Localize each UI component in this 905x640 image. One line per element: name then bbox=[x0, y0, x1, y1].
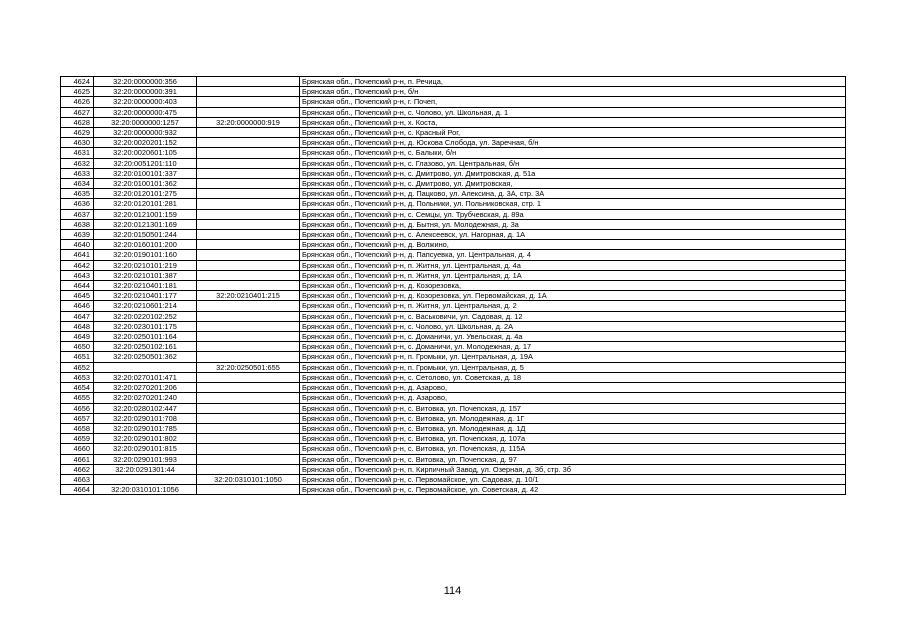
table-row bbox=[61, 332, 846, 342]
address-cell: Брянская обл., Почепский р-н, п. Житня, ул. Центральная, д. 1А bbox=[300, 270, 846, 280]
cadastral-number-cell: 32:20:0051201:110 bbox=[94, 158, 197, 168]
table-row bbox=[61, 474, 846, 484]
row-number-cell: 4629 bbox=[61, 128, 94, 138]
table-row bbox=[61, 454, 846, 464]
row-number-cell: 4653 bbox=[61, 372, 94, 382]
address-cell: Брянская обл., Почепский р-н, б/н bbox=[300, 87, 846, 97]
cadastral-number-cell: 32:20:0291301:44 bbox=[94, 464, 197, 474]
row-number-cell: 4661 bbox=[61, 454, 94, 464]
table-row bbox=[61, 219, 846, 229]
register-table-body bbox=[61, 77, 846, 495]
address-cell: Брянская обл., Почепский р-н, д. Папсуевка, ул. Центральная, д. 4 bbox=[300, 250, 846, 260]
table-row bbox=[61, 291, 846, 301]
cadastral-number-cell: 32:20:0310101:1056 bbox=[94, 485, 197, 495]
address-cell: Брянская обл., Почепский р-н, с. Алексеевск, ул. Нагорная, д. 1А bbox=[300, 230, 846, 240]
table-row bbox=[61, 281, 846, 291]
row-number-cell: 4635 bbox=[61, 189, 94, 199]
table-row bbox=[61, 352, 846, 362]
table-row bbox=[61, 87, 846, 97]
previous-cadastral-number-cell bbox=[197, 240, 300, 250]
address-cell: Брянская обл., Почепский р-н, п. Громыки, ул. Центральная, д. 5 bbox=[300, 362, 846, 372]
table-row bbox=[61, 383, 846, 393]
cadastral-number-cell: 32:20:0000000:403 bbox=[94, 97, 197, 107]
table-row bbox=[61, 199, 846, 209]
cadastral-number-cell bbox=[94, 362, 197, 372]
address-cell: Брянская обл., Почепский р-н, с. Доманичи, ул. Молодежная, д. 17 bbox=[300, 342, 846, 352]
row-number-cell: 4660 bbox=[61, 444, 94, 454]
cadastral-number-cell: 32:20:0290101:993 bbox=[94, 454, 197, 464]
table-row bbox=[61, 189, 846, 199]
table-row bbox=[61, 464, 846, 474]
table-row bbox=[61, 362, 846, 372]
table-row bbox=[61, 240, 846, 250]
table-row bbox=[61, 444, 846, 454]
previous-cadastral-number-cell bbox=[197, 168, 300, 178]
row-number-cell: 4659 bbox=[61, 434, 94, 444]
row-number-cell: 4636 bbox=[61, 199, 94, 209]
cadastral-number-cell: 32:20:0121001:159 bbox=[94, 209, 197, 219]
cadastral-number-cell: 32:20:0270101:471 bbox=[94, 372, 197, 382]
row-number-cell: 4646 bbox=[61, 301, 94, 311]
page-number: 114 bbox=[443, 585, 462, 597]
row-number-cell: 4664 bbox=[61, 485, 94, 495]
table-row bbox=[61, 179, 846, 189]
previous-cadastral-number-cell bbox=[197, 209, 300, 219]
table-row bbox=[61, 138, 846, 148]
row-number-cell: 4654 bbox=[61, 383, 94, 393]
address-cell: Брянская обл., Почепский р-н, с. Дмитрово, ул. Дмитровская, bbox=[300, 179, 846, 189]
previous-cadastral-number-cell bbox=[197, 138, 300, 148]
previous-cadastral-number-cell bbox=[197, 311, 300, 321]
previous-cadastral-number-cell bbox=[197, 199, 300, 209]
table-row bbox=[61, 434, 846, 444]
previous-cadastral-number-cell bbox=[197, 250, 300, 260]
address-cell: Брянская обл., Почепский р-н, с. Витовка, ул. Почепская, д. 157 bbox=[300, 403, 846, 413]
address-cell: Брянская обл., Почепский р-н, с. Семцы, ул. Трубчевская, д. 89а bbox=[300, 209, 846, 219]
previous-cadastral-number-cell: 32:20:0000000:919 bbox=[197, 117, 300, 127]
cadastral-number-cell: 32:20:0190101:160 bbox=[94, 250, 197, 260]
cadastral-number-cell: 32:20:0280102:447 bbox=[94, 403, 197, 413]
address-cell: Брянская обл., Почепский р-н, д. Козорезовка, ул. Первомайская, д. 1А bbox=[300, 291, 846, 301]
previous-cadastral-number-cell bbox=[197, 403, 300, 413]
previous-cadastral-number-cell bbox=[197, 128, 300, 138]
address-cell: Брянская обл., Почепский р-н, с. Витовка, ул. Почепская, д. 97 bbox=[300, 454, 846, 464]
row-number-cell: 4656 bbox=[61, 403, 94, 413]
previous-cadastral-number-cell: 32:20:0210401:215 bbox=[197, 291, 300, 301]
row-number-cell: 4662 bbox=[61, 464, 94, 474]
cadastral-number-cell: 32:20:0210601:214 bbox=[94, 301, 197, 311]
previous-cadastral-number-cell bbox=[197, 148, 300, 158]
cadastral-number-cell: 32:20:0210101:219 bbox=[94, 260, 197, 270]
previous-cadastral-number-cell bbox=[197, 230, 300, 240]
address-cell: Брянская обл., Почепский р-н, д. Азарово, bbox=[300, 393, 846, 403]
address-cell: Брянская обл., Почепский р-н, д. Польники, ул. Польниковская, стр. 1 bbox=[300, 199, 846, 209]
row-number-cell: 4630 bbox=[61, 138, 94, 148]
cadastral-number-cell: 32:20:0290101:815 bbox=[94, 444, 197, 454]
row-number-cell: 4627 bbox=[61, 107, 94, 117]
cadastral-number-cell: 32:20:0000000:356 bbox=[94, 77, 197, 87]
table-row bbox=[61, 301, 846, 311]
previous-cadastral-number-cell bbox=[197, 393, 300, 403]
table-row bbox=[61, 117, 846, 127]
cadastral-number-cell: 32:20:0160101:200 bbox=[94, 240, 197, 250]
previous-cadastral-number-cell bbox=[197, 321, 300, 331]
address-cell: Брянская обл., Почепский р-н, с. Балыки, б/н bbox=[300, 148, 846, 158]
previous-cadastral-number-cell bbox=[197, 281, 300, 291]
previous-cadastral-number-cell bbox=[197, 97, 300, 107]
cadastral-number-cell: 32:20:0020201:152 bbox=[94, 138, 197, 148]
address-cell: Брянская обл., Почепский р-н, д. Бытня, ул. Молодежная, д. 3а bbox=[300, 219, 846, 229]
row-number-cell: 4637 bbox=[61, 209, 94, 219]
cadastral-number-cell: 32:20:0220102:252 bbox=[94, 311, 197, 321]
table-row bbox=[61, 393, 846, 403]
row-number-cell: 4647 bbox=[61, 311, 94, 321]
address-cell: Брянская обл., Почепский р-н, с. Дмитрово, ул. Дмитровская, д. 51а bbox=[300, 168, 846, 178]
cadastral-number-cell: 32:20:0250501:362 bbox=[94, 352, 197, 362]
address-cell: Брянская обл., Почепский р-н, д. Юскова Слобода, ул. Заречная, б/н bbox=[300, 138, 846, 148]
address-cell: Брянская обл., Почепский р-н, д. Азарово, bbox=[300, 383, 846, 393]
address-cell: Брянская обл., Почепский р-н, п. Житня, ул. Центральная, д. 2 bbox=[300, 301, 846, 311]
address-cell: Брянская обл., Почепский р-н, д. Пацково, ул. Алексина, д. 3А, стр. 3А bbox=[300, 189, 846, 199]
row-number-cell: 4652 bbox=[61, 362, 94, 372]
previous-cadastral-number-cell bbox=[197, 158, 300, 168]
address-cell: Брянская обл., Почепский р-н, с. Чолово, ул. Школьная, д. 1 bbox=[300, 107, 846, 117]
row-number-cell: 4658 bbox=[61, 423, 94, 433]
cadastral-number-cell: 32:20:0290101:802 bbox=[94, 434, 197, 444]
row-number-cell: 4625 bbox=[61, 87, 94, 97]
cadastral-number-cell: 32:20:0270201:206 bbox=[94, 383, 197, 393]
previous-cadastral-number-cell bbox=[197, 179, 300, 189]
cadastral-number-cell: 32:20:0100101:362 bbox=[94, 179, 197, 189]
row-number-cell: 4648 bbox=[61, 321, 94, 331]
row-number-cell: 4663 bbox=[61, 474, 94, 484]
previous-cadastral-number-cell bbox=[197, 383, 300, 393]
row-number-cell: 4639 bbox=[61, 230, 94, 240]
register-table bbox=[60, 76, 846, 495]
table-row bbox=[61, 250, 846, 260]
address-cell: Брянская обл., Почепский р-н, с. Витовка, ул. Почепская, д. 107а bbox=[300, 434, 846, 444]
address-cell: Брянская обл., Почепский р-н, п. Житня, ул. Центральная, д. 4а bbox=[300, 260, 846, 270]
cadastral-number-cell: 32:20:0290101:785 bbox=[94, 423, 197, 433]
cadastral-number-cell: 32:20:0100101:337 bbox=[94, 168, 197, 178]
row-number-cell: 4624 bbox=[61, 77, 94, 87]
row-number-cell: 4631 bbox=[61, 148, 94, 158]
previous-cadastral-number-cell bbox=[197, 301, 300, 311]
previous-cadastral-number-cell bbox=[197, 342, 300, 352]
table-row bbox=[61, 230, 846, 240]
cadastral-number-cell: 32:20:0210401:177 bbox=[94, 291, 197, 301]
previous-cadastral-number-cell bbox=[197, 485, 300, 495]
row-number-cell: 4628 bbox=[61, 117, 94, 127]
previous-cadastral-number-cell: 32:20:0310101:1050 bbox=[197, 474, 300, 484]
previous-cadastral-number-cell bbox=[197, 260, 300, 270]
table-row bbox=[61, 107, 846, 117]
previous-cadastral-number-cell bbox=[197, 372, 300, 382]
row-number-cell: 4650 bbox=[61, 342, 94, 352]
previous-cadastral-number-cell bbox=[197, 107, 300, 117]
previous-cadastral-number-cell bbox=[197, 352, 300, 362]
cadastral-number-cell: 32:20:0000000:475 bbox=[94, 107, 197, 117]
previous-cadastral-number-cell bbox=[197, 464, 300, 474]
previous-cadastral-number-cell bbox=[197, 413, 300, 423]
previous-cadastral-number-cell: 32:20:0250501:655 bbox=[197, 362, 300, 372]
table-row bbox=[61, 168, 846, 178]
address-cell: Брянская обл., Почепский р-н, п. Речица, bbox=[300, 77, 846, 87]
table-row bbox=[61, 372, 846, 382]
previous-cadastral-number-cell bbox=[197, 270, 300, 280]
row-number-cell: 4644 bbox=[61, 281, 94, 291]
table-row bbox=[61, 97, 846, 107]
address-cell: Брянская обл., Почепский р-н, с. Витовка, ул. Почепская, д. 115А bbox=[300, 444, 846, 454]
cadastral-number-cell: 32:20:0120101:281 bbox=[94, 199, 197, 209]
address-cell: Брянская обл., Почепский р-н, д. Волжино, bbox=[300, 240, 846, 250]
table-row bbox=[61, 77, 846, 87]
cadastral-number-cell: 32:20:0230101:175 bbox=[94, 321, 197, 331]
previous-cadastral-number-cell bbox=[197, 219, 300, 229]
previous-cadastral-number-cell bbox=[197, 423, 300, 433]
previous-cadastral-number-cell bbox=[197, 434, 300, 444]
previous-cadastral-number-cell bbox=[197, 454, 300, 464]
address-cell: Брянская обл., Почепский р-н, г. Почеп, bbox=[300, 97, 846, 107]
address-cell: Брянская обл., Почепский р-н, с. Витовка, ул. Молодежная, д. 1Д bbox=[300, 423, 846, 433]
cadastral-number-cell: 32:20:0270201:240 bbox=[94, 393, 197, 403]
table-row bbox=[61, 158, 846, 168]
register-table-container bbox=[60, 76, 846, 495]
address-cell: Брянская обл., Почепский р-н, с. Витовка, ул. Молодежная, д. 1Г bbox=[300, 413, 846, 423]
row-number-cell: 4649 bbox=[61, 332, 94, 342]
table-row bbox=[61, 270, 846, 280]
row-number-cell: 4638 bbox=[61, 219, 94, 229]
row-number-cell: 4655 bbox=[61, 393, 94, 403]
previous-cadastral-number-cell bbox=[197, 444, 300, 454]
address-cell: Брянская обл., Почепский р-н, с. Сетолово, ул. Советская, д. 18 bbox=[300, 372, 846, 382]
row-number-cell: 4633 bbox=[61, 168, 94, 178]
previous-cadastral-number-cell bbox=[197, 189, 300, 199]
row-number-cell: 4632 bbox=[61, 158, 94, 168]
address-cell: Брянская обл., Почепский р-н, п. Громыки, ул. Центральная, д. 19А bbox=[300, 352, 846, 362]
cadastral-number-cell: 32:20:0000000:932 bbox=[94, 128, 197, 138]
table-row bbox=[61, 260, 846, 270]
table-row bbox=[61, 413, 846, 423]
row-number-cell: 4643 bbox=[61, 270, 94, 280]
table-row bbox=[61, 148, 846, 158]
address-cell: Брянская обл., Почепский р-н, с. Первомайское, ул. Советская, д. 42 bbox=[300, 485, 846, 495]
table-row bbox=[61, 128, 846, 138]
table-row bbox=[61, 342, 846, 352]
cadastral-number-cell: 32:20:0210101:387 bbox=[94, 270, 197, 280]
cadastral-number-cell: 32:20:0290101:708 bbox=[94, 413, 197, 423]
address-cell: Брянская обл., Почепский р-н, с. Первомайское, ул. Садовая, д. 10/1 bbox=[300, 474, 846, 484]
cadastral-number-cell bbox=[94, 474, 197, 484]
address-cell: Брянская обл., Почепский р-н, с. Красный Рог, bbox=[300, 128, 846, 138]
address-cell: Брянская обл., Почепский р-н, с. Доманичи, ул. Увельская, д. 4а bbox=[300, 332, 846, 342]
table-row bbox=[61, 209, 846, 219]
address-cell: Брянская обл., Почепский р-н, х. Коста, bbox=[300, 117, 846, 127]
cadastral-number-cell: 32:20:0250101:164 bbox=[94, 332, 197, 342]
address-cell: Брянская обл., Почепский р-н, д. Козорезовка, bbox=[300, 281, 846, 291]
cadastral-number-cell: 32:20:0020601:105 bbox=[94, 148, 197, 158]
address-cell: Брянская обл., Почепский р-н, с. Глазово, ул. Центральная, б/н bbox=[300, 158, 846, 168]
row-number-cell: 4626 bbox=[61, 97, 94, 107]
previous-cadastral-number-cell bbox=[197, 77, 300, 87]
cadastral-number-cell: 32:20:0250102:161 bbox=[94, 342, 197, 352]
cadastral-number-cell: 32:20:0000000:1257 bbox=[94, 117, 197, 127]
cadastral-number-cell: 32:20:0210401:181 bbox=[94, 281, 197, 291]
row-number-cell: 4651 bbox=[61, 352, 94, 362]
address-cell: Брянская обл., Почепский р-н, п. Кирпичный Завод, ул. Озерная, д. 3б, стр. 3б bbox=[300, 464, 846, 474]
table-row bbox=[61, 485, 846, 495]
cadastral-number-cell: 32:20:0150501:244 bbox=[94, 230, 197, 240]
table-row bbox=[61, 423, 846, 433]
address-cell: Брянская обл., Почепский р-н, с. Чолово, ул. Школьная, д. 2А bbox=[300, 321, 846, 331]
cadastral-number-cell: 32:20:0120101:275 bbox=[94, 189, 197, 199]
row-number-cell: 4645 bbox=[61, 291, 94, 301]
row-number-cell: 4657 bbox=[61, 413, 94, 423]
address-cell: Брянская обл., Почепский р-н, с. Васьковичи, ул. Садовая, д. 12 bbox=[300, 311, 846, 321]
table-row bbox=[61, 321, 846, 331]
table-row bbox=[61, 311, 846, 321]
row-number-cell: 4642 bbox=[61, 260, 94, 270]
cadastral-number-cell: 32:20:0000000:391 bbox=[94, 87, 197, 97]
previous-cadastral-number-cell bbox=[197, 87, 300, 97]
row-number-cell: 4641 bbox=[61, 250, 94, 260]
table-row bbox=[61, 403, 846, 413]
row-number-cell: 4634 bbox=[61, 179, 94, 189]
previous-cadastral-number-cell bbox=[197, 332, 300, 342]
cadastral-number-cell: 32:20:0121301:169 bbox=[94, 219, 197, 229]
row-number-cell: 4640 bbox=[61, 240, 94, 250]
